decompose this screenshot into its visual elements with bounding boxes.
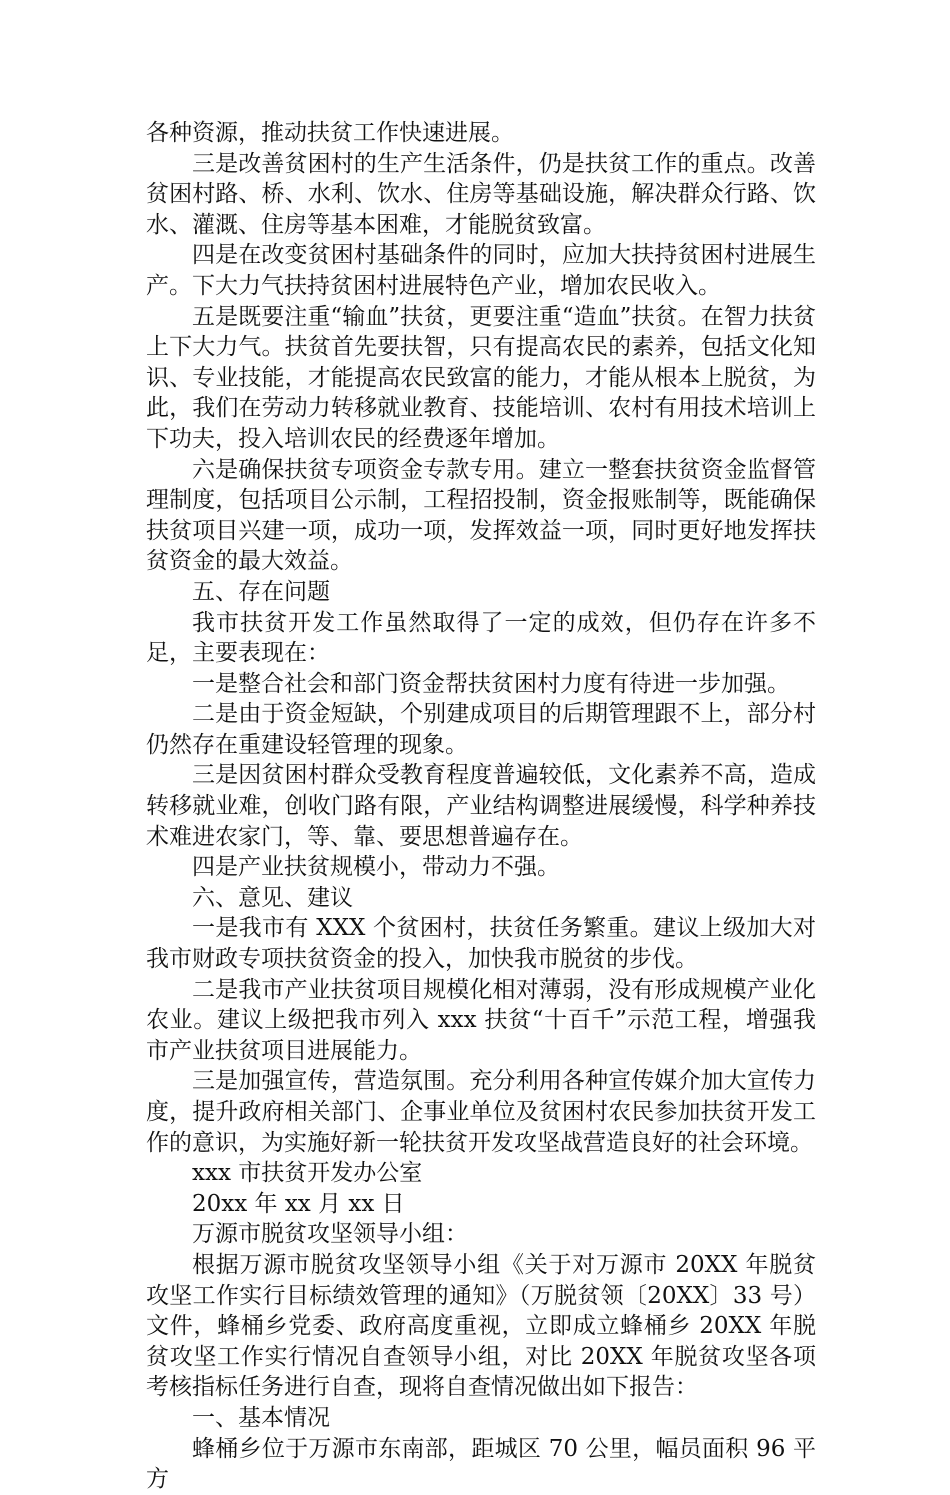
paragraph: 五是既要注重“输血”扶贫，更要注重“造血”扶贫。在智力扶贫上下大力气。扶贫首先要扶智，只有提高农民的素养，包括文化知识、专业技能，才能提高农民致富的能力，才能从根本上脱贫，为此，我们在劳动力转移就业教育、技能培训、农村有用技术培训上下功夫，投入培训农民的经费逐年增加。 (146, 303, 816, 452)
signature-office: xxx 市扶贫开发办公室 (192, 1160, 423, 1187)
paragraph: 我市扶贫开发工作虽然取得了一定的成效，但仍存在许多不足，主要表现在： (146, 609, 816, 667)
paragraph: 四是产业扶贫规模小，带动力不强。 (192, 854, 560, 881)
signature-date: 20xx 年 xx 月 xx 日 (192, 1190, 405, 1217)
salutation: 万源市脱贫攻坚领导小组： (192, 1221, 468, 1248)
paragraph: 一是我市有 XXX 个贫困村，扶贫任务繁重。建议上级加大对我市财政专项扶贫资金的投入，加快我市脱贫的步伐。 (146, 915, 816, 973)
paragraph: 四是在改变贫困村基础条件的同时，应加大扶持贫困村进展生产。下大力气扶持贫困村进展特色产业，增加农民收入。 (146, 242, 816, 299)
section-heading: 五、存在问题 (192, 578, 330, 605)
paragraph: 三是加强宣传，营造氛围。充分利用各种宣传媒介加大宣传力度，提升政府相关部门、企事业单位及贫困村农民参加扶贫开发工作的意识，为实施好新一轮扶贫开发攻坚战营造良好的社会环境。 (146, 1068, 816, 1156)
paragraph: 二是我市产业扶贫项目规模化相对薄弱，没有形成规模产业化农业。建议上级把我市列入 xxx 扶贫“十百千”示范工程，增强我市产业扶贫项目进展能力。 (146, 976, 816, 1064)
paragraph: 根据万源市脱贫攻坚领导小组《关于对万源市 20XX 年脱贫攻坚工作实行目标绩效管理的通知》（万脱贫领〔20XX〕33 号）文件，蜂桶乡党委、政府高度重视，立即成立蜂桶乡 20XX 年脱贫攻坚工作实行情况自查领导小组，对比 20XX 年脱贫攻坚各项考核指标任务进行自查，现将自查情况做出如下报告： (146, 1251, 816, 1401)
paragraph: 一是整合社会和部门资金帮扶贫困村力度有待进一步加强。 (192, 670, 790, 697)
paragraph: 三是因贫困村群众受教育程度普遍较低，文化素养不高，造成转移就业难，创收门路有限，产业结构调整进展缓慢，科学种养技术难进农家门，等、靠、要思想普遍存在。 (146, 762, 816, 850)
document-body (146, 118, 816, 1495)
paragraph: 二是由于资金短缺，个别建成项目的后期管理跟不上，部分村仍然存在重建设轻管理的现象。 (146, 701, 816, 758)
paragraph: 三是改善贫困村的生产生活条件，仍是扶贫工作的重点。改善贫困村路、桥、水利、饮水、住房等基础设施，解决群众行路、饮水、灌溉、住房等基本困难，才能脱贫致富。 (146, 150, 816, 238)
section-heading: 一、基本情况 (192, 1404, 330, 1431)
paragraph: 各种资源，推动扶贫工作快速进展。 (146, 120, 514, 146)
paragraph: 六是确保扶贫专项资金专款专用。建立一整套扶贫资金监督管理制度，包括项目公示制，工程招投制，资金报账制等，既能确保扶贫项目兴建一项，成功一项，发挥效益一项，同时更好地发挥扶贫资金的最大效益。 (146, 456, 816, 575)
paragraph: 蜂桶乡位于万源市东南部，距城区 70 公里，幅员面积 96 平方 (146, 1435, 816, 1493)
section-heading: 六、意见、建议 (192, 884, 353, 911)
